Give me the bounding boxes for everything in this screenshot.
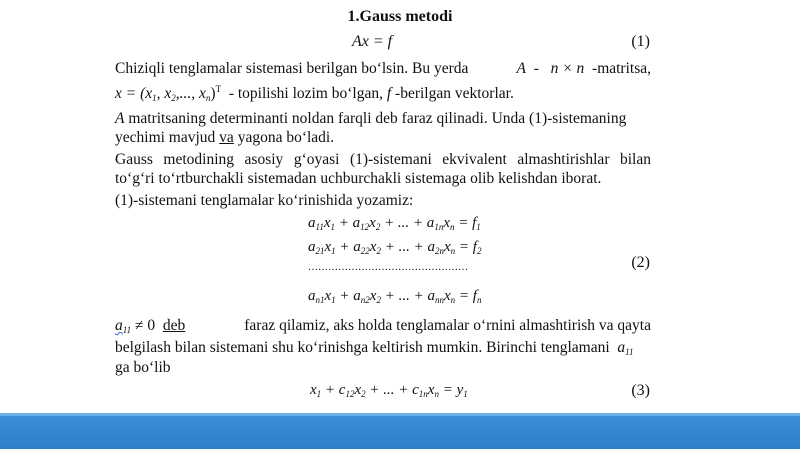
para1-line1: Chiziqli tenglamalar sistemasi berilgan bo‘lsin. Bu yerda A - n × n -matritsa,	[115, 60, 651, 77]
system-eq-row1: $a_{11}x_1 + a_{12}x_2$ + ... + $a_{1n}x_n = f_1$	[308, 215, 481, 232]
para1-line2: $x = (x_1$, $x_2$,..., $x_n)^T$ - topilishi lozim bo‘lgan, f -berilgan vektorlar.	[115, 84, 514, 103]
system-eq-row2: $a_{21}x_1 + a_{22}x_2$ + ... + $a_{2n}x_n = f_2$	[308, 239, 482, 256]
para3-line2: to‘g‘ri to‘rtburchakli sistemadan uchburchakli sistemaga olib kelishdan iborat.	[115, 170, 602, 187]
para2-line1: A matritsaning determinanti noldan farqli deb faraz qilinadi. Unda (1)-sistemaning	[115, 110, 627, 127]
equation-1-number: (1)	[631, 33, 650, 50]
system-eq-rown: $a_{n1}x_1 + a_{n2}x_2$ + ... + $a_{nn}x_n = f_n$	[308, 288, 482, 305]
para5-line3: ga bo‘lib	[115, 359, 171, 376]
para5-line1: $a_{11} \ne 0$ deb faraz qilamiz, aks holda tenglamalar o‘rnini almashtirish va qayta	[115, 317, 651, 335]
footer-accent-line	[0, 413, 800, 416]
para3-line1: Gauss metodining asosiy g‘oyasi (1)-sistemani ekvivalent almashtirishlar bilan	[115, 151, 651, 168]
equation-3-number: (3)	[631, 382, 650, 399]
para5-line2: belgilash bilan sistemani shu ko‘rinishga keltirish mumkin. Birinchi tenglamani $a_{11}$	[115, 339, 634, 357]
para4: (1)-sistemani tenglamalar ko‘rinishida yozamiz:	[115, 192, 414, 209]
slide-title: 1.Gauss metodi	[347, 8, 453, 25]
equation-1: Ax = f	[352, 33, 393, 50]
para2-line2: yechimi mavjud va yagona bo‘ladi.	[115, 129, 335, 146]
equation-3: $x_1 + c_{12}x_2$ + ... + $c_{1n}x_n = y_1$	[310, 382, 468, 399]
system-number: (2)	[631, 254, 650, 271]
footer-bar	[0, 413, 800, 449]
system-dots: …………………………………………	[308, 262, 468, 273]
